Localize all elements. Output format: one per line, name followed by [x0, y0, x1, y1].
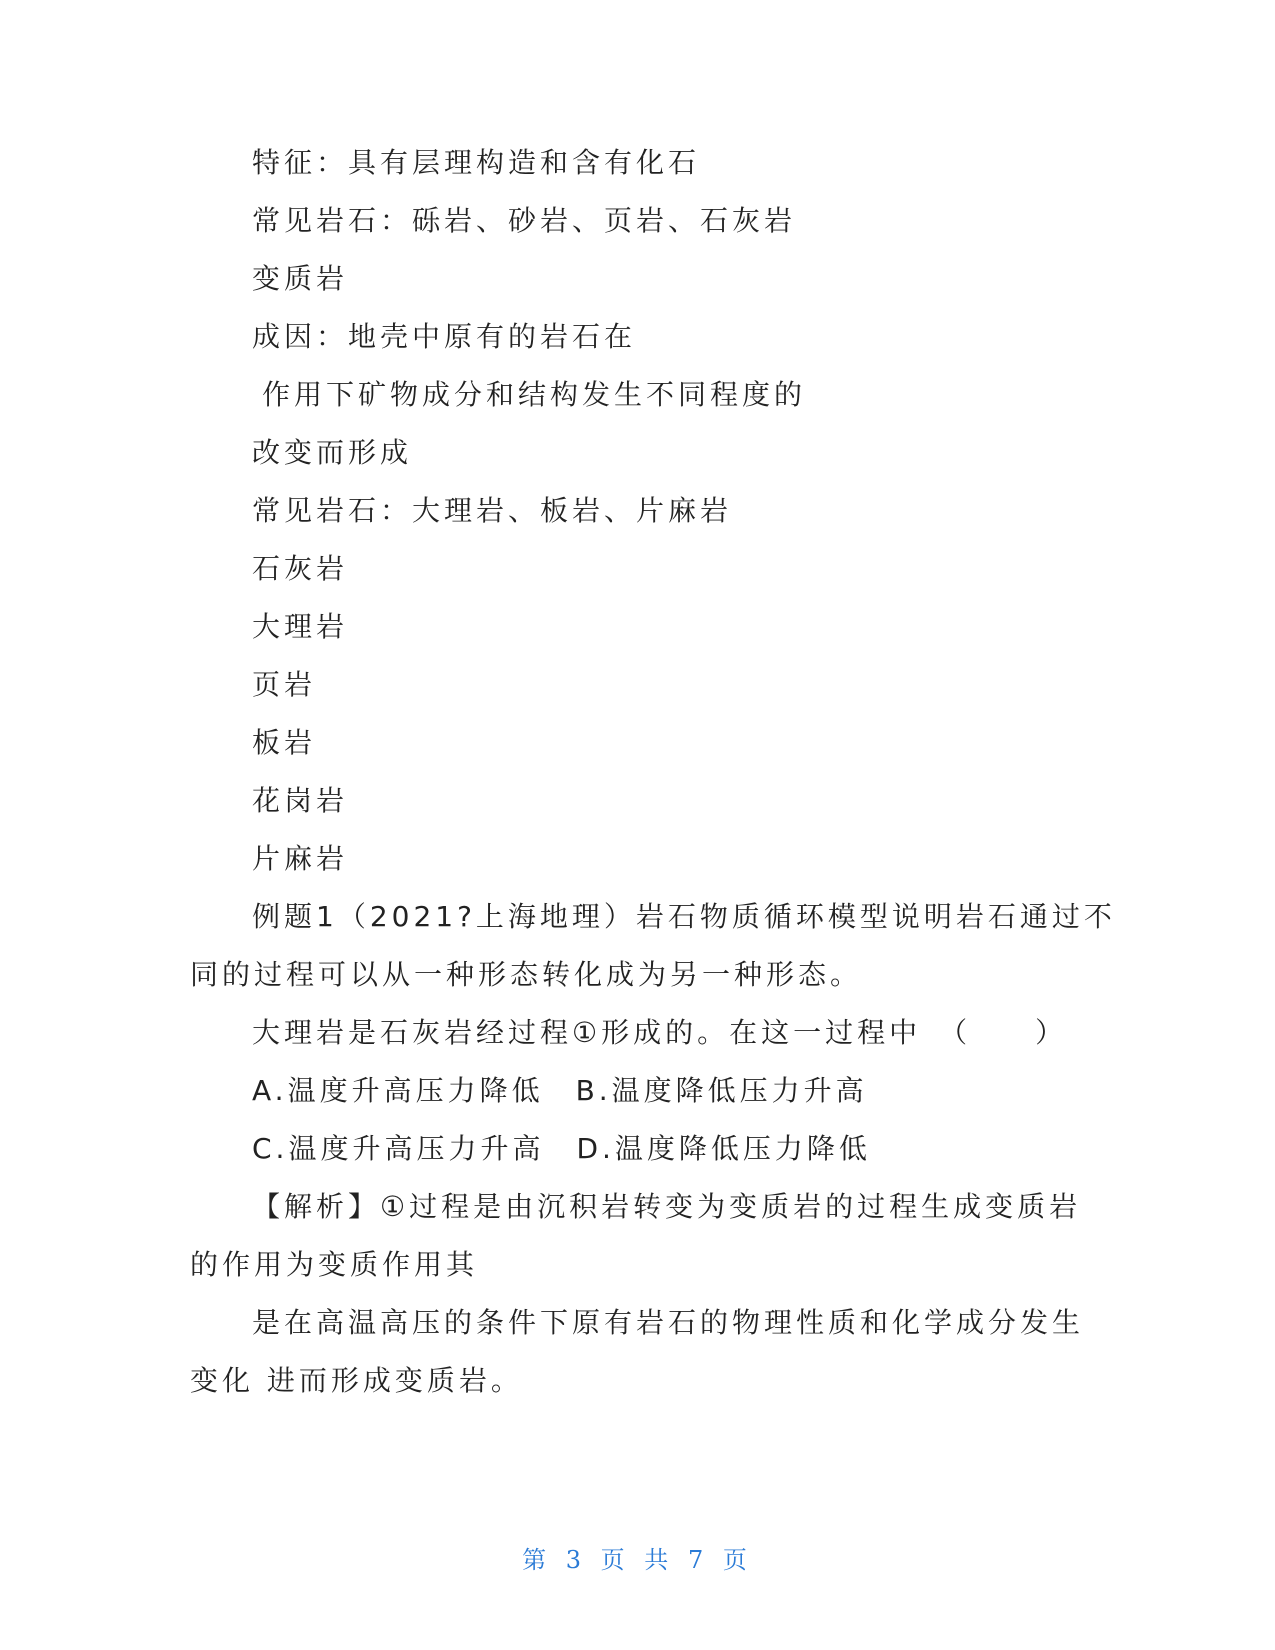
- text-line-options-ab: A.温度升高压力降低 B.温度降低压力升高: [252, 1074, 868, 1107]
- text-line-options-cd: C.温度升高压力升高 D.温度降低压力降低: [252, 1132, 871, 1165]
- text-line-limestone: 石灰岩: [252, 552, 349, 585]
- text-line-origin-cont: 作用下矿物成分和结构发生不同程度的: [262, 378, 807, 411]
- text-line-analysis-detail: 是在高温高压的条件下原有岩石的物理性质和化学成分发生: [252, 1306, 1085, 1339]
- text-line-marble: 大理岩: [252, 610, 349, 643]
- text-line-common-rocks-metamorphic: 常见岩石：大理岩、板岩、片麻岩: [252, 494, 733, 527]
- text-line-common-rocks-sedimentary: 常见岩石：砾岩、砂岩、页岩、石灰岩: [252, 204, 797, 237]
- text-line-feature: 特征：具有层理构造和含有化石: [252, 146, 701, 179]
- text-line-slate: 板岩: [252, 726, 317, 759]
- text-line-example-stem: 大理岩是石灰岩经过程①形成的。在这一过程中 （ ）: [252, 1016, 1068, 1049]
- text-line-gneiss: 片麻岩: [252, 842, 349, 875]
- text-line-origin-end: 改变而形成: [252, 436, 413, 469]
- text-line-analysis: 【解析】①过程是由沉积岩转变为变质岩的过程生成变质岩: [252, 1190, 1082, 1223]
- text-line-metamorphic-heading: 变质岩: [252, 262, 349, 295]
- text-line-analysis-end: 变化 进而形成变质岩。: [190, 1364, 523, 1397]
- page-footer: 第 3 页 共 7 页: [522, 1546, 753, 1574]
- text-line-granite: 花岗岩: [252, 784, 349, 817]
- text-line-example-question-cont: 同的过程可以从一种形态转化成为另一种形态。: [190, 958, 863, 991]
- text-line-analysis-cont: 的作用为变质作用其: [190, 1248, 479, 1281]
- text-line-origin: 成因：地壳中原有的岩石在: [252, 320, 637, 353]
- text-line-example-question: 例题1（2021?上海地理）岩石物质循环模型说明岩石通过不: [252, 900, 1116, 933]
- text-line-shale: 页岩: [252, 668, 317, 701]
